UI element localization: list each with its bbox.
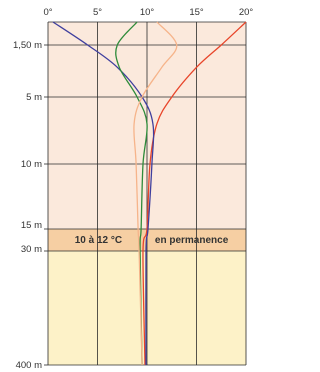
x-tick-labels [43,7,253,18]
y-tick-label: 30 m [20,244,42,255]
band-label-left: 10 à 12 °C [74,235,123,246]
y-tick-label: 5 m [26,92,42,103]
y-tick-label: 1,50 m [12,40,42,51]
y-tick-label: 15 m [20,220,42,231]
y-tick-label: 400 m [15,360,42,371]
y-tick-label: 10 m [20,159,42,170]
y-tick-labels [13,40,42,371]
band-label-right: en permanence [154,235,229,246]
x-tick-label: 10° [139,7,155,18]
x-tick-label: 15° [189,7,204,18]
x-tick-label: 0° [43,7,53,18]
x-tick-label: 5° [92,7,103,18]
x-tick-label: 20° [238,7,254,18]
